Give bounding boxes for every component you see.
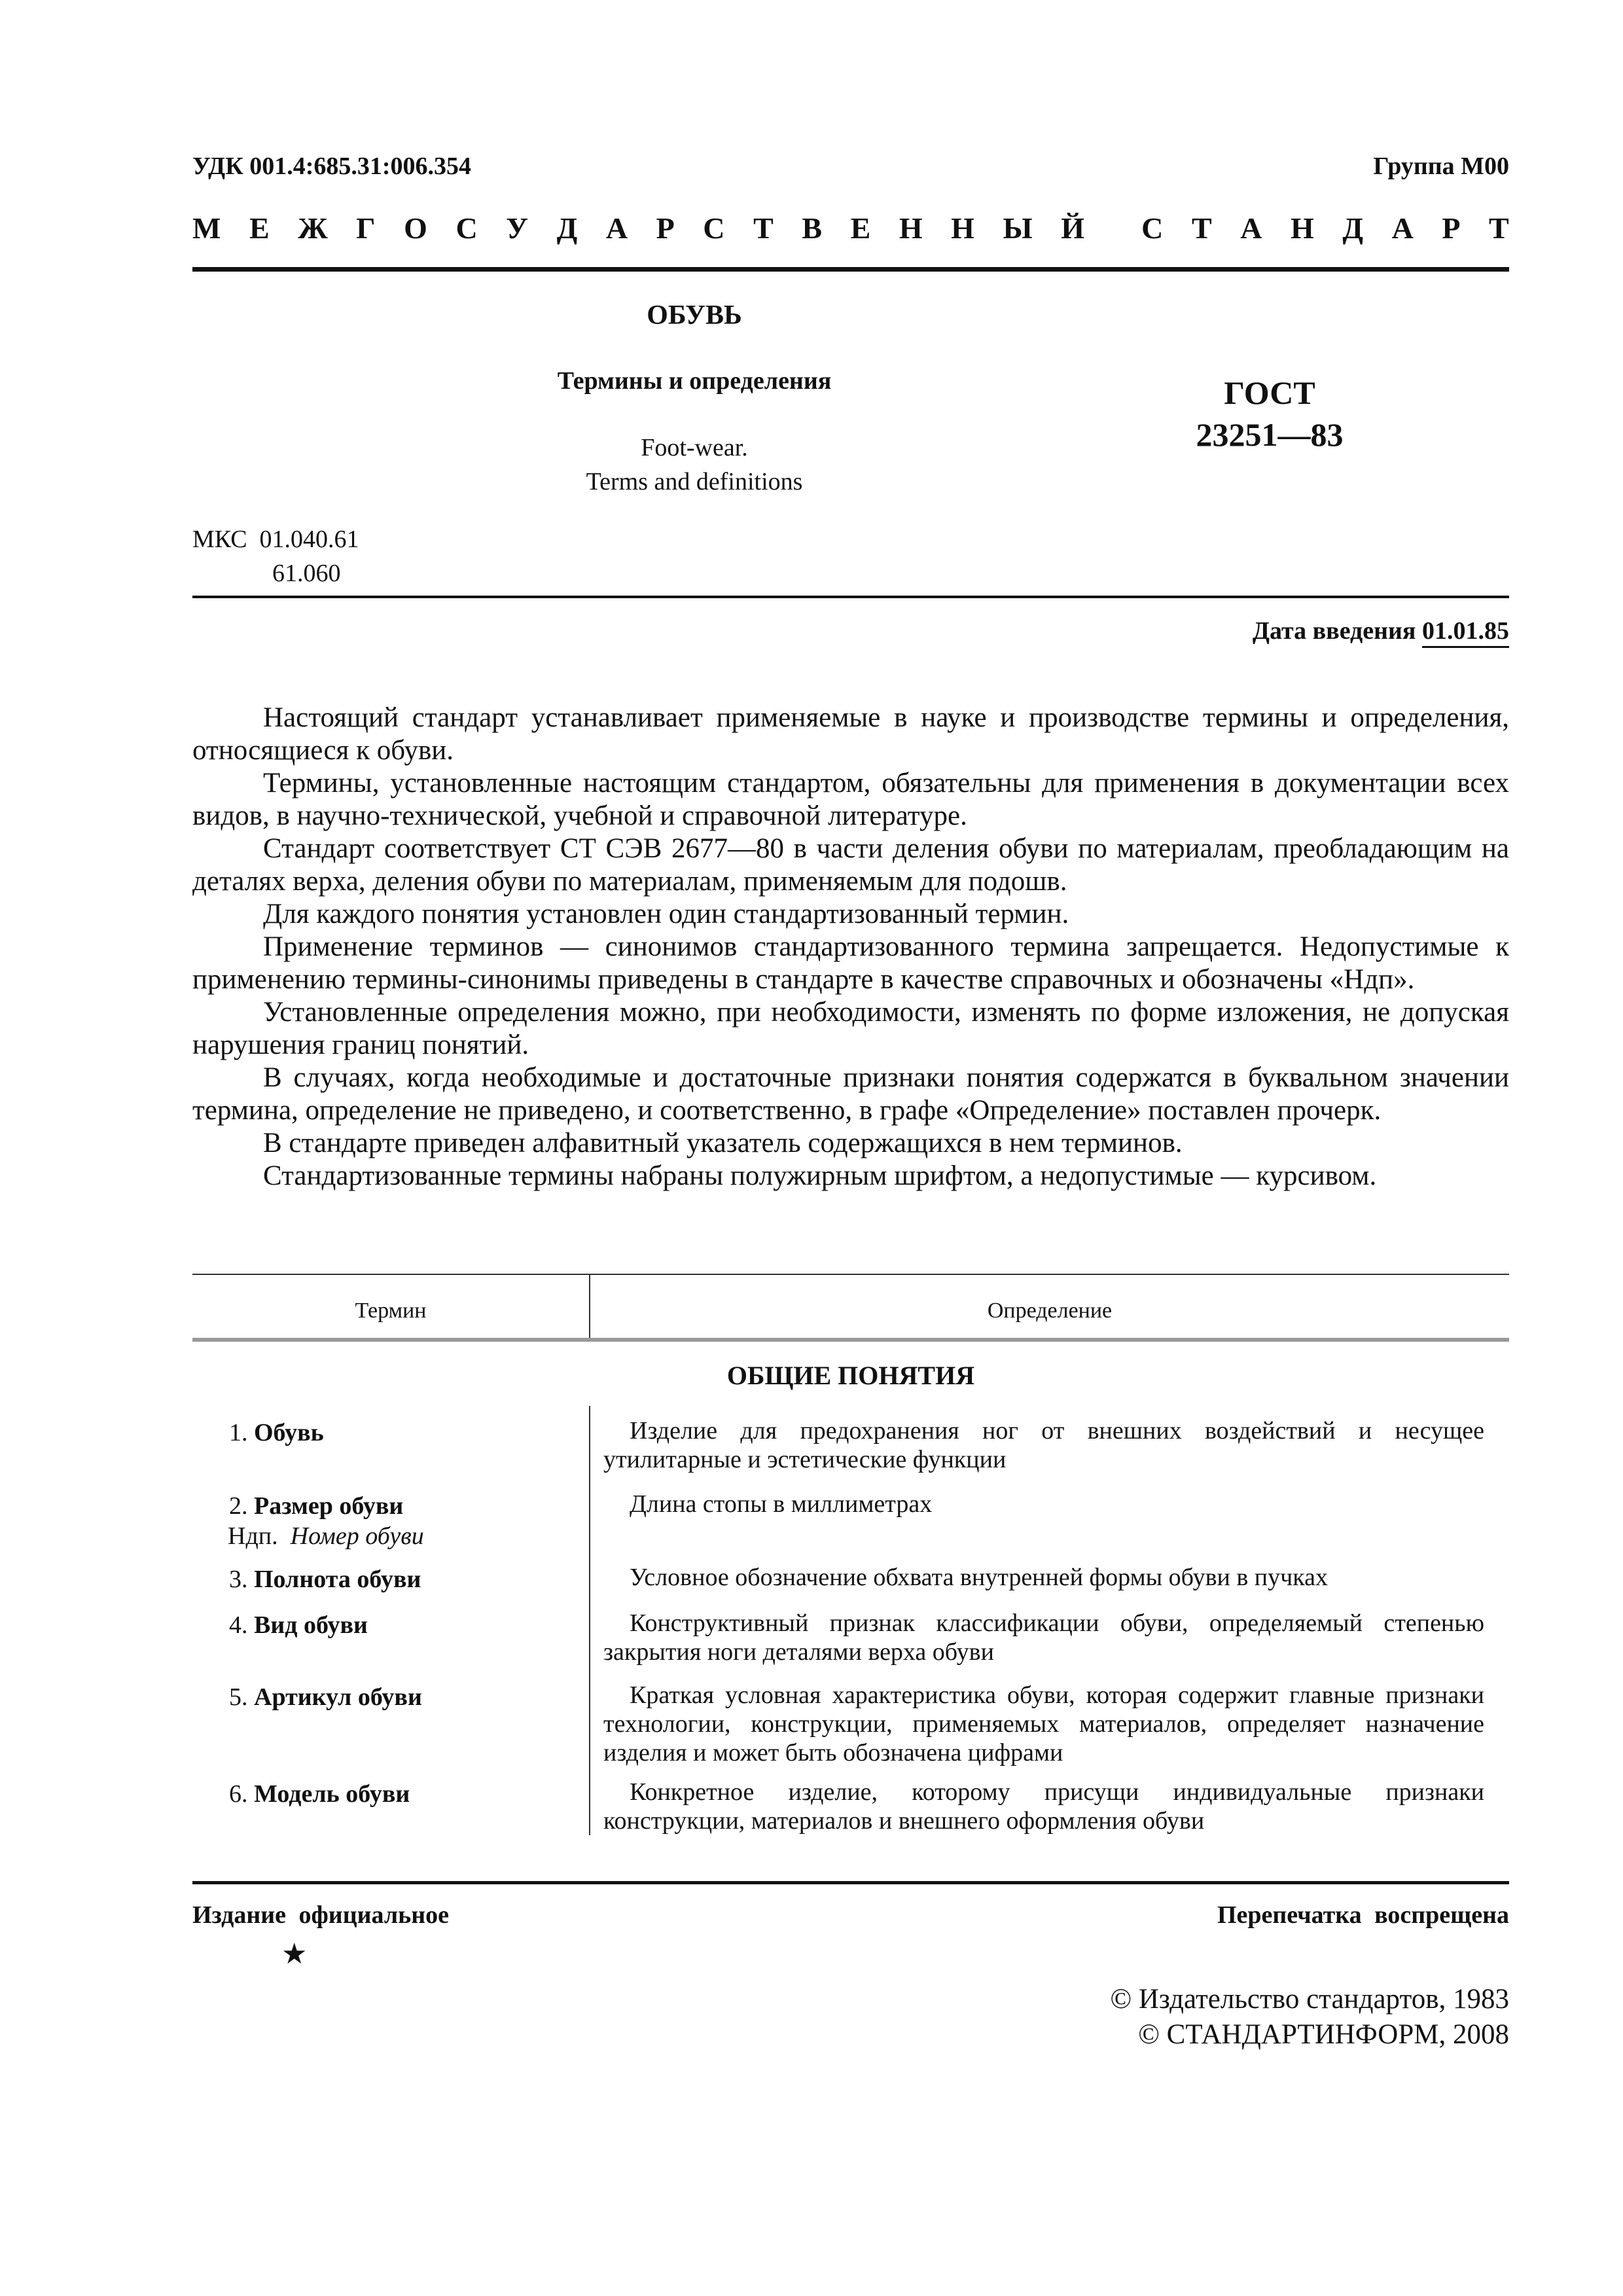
- copyright: [1110, 1982, 1509, 2053]
- heading-letter: Е: [249, 211, 270, 245]
- table-header-rule: [192, 1338, 1509, 1342]
- table-row-definition: Условное обозначение обхвата внутренней формы обуви в пучках: [630, 1564, 1328, 1591]
- intro-paragraph: Применение терминов — синонимов стандартизованного термина запрещается. Недопустимые к применению термины-синонимы приведены в стандарте в качестве справочных и обозначены «Ндп».: [192, 931, 1509, 995]
- intro-paragraph: Стандартизованные термины набраны полужирным шрифтом, а недопустимые — курсивом.: [263, 1160, 1377, 1191]
- heading-letter: Р: [1442, 211, 1461, 245]
- heading-letter: Н: [899, 211, 923, 245]
- term-number: 2.: [229, 1492, 248, 1520]
- heading-letter: Д: [556, 211, 578, 245]
- term-number: 3.: [229, 1566, 248, 1593]
- term-name: Вид обуви: [254, 1611, 368, 1639]
- heading-letter: С: [455, 211, 478, 245]
- ndp-term: Номер обуви: [290, 1522, 424, 1550]
- section-heading: ОБЩИЕ ПОНЯТИЯ: [726, 1361, 975, 1390]
- footer-rule: [192, 1881, 1509, 1884]
- gost-label: ГОСТ: [1224, 374, 1315, 411]
- official-edition: Издание официальное: [192, 1901, 450, 1929]
- intro-text: [192, 702, 1509, 1193]
- mks-label: МКС: [192, 526, 247, 553]
- heading-letter: Д: [1342, 211, 1363, 245]
- english-title-line: Terms and definitions: [586, 468, 803, 495]
- intro-paragraph: Термины, установленные настоящим стандартом, обязательны для применения в документации всех видов, в научно-технической, учебной и справочной литературе.: [192, 768, 1509, 831]
- table-row-definition: Конструктивный признак классификации обуви, определяемый степенью закрытия ноги деталями верха обуви: [603, 1609, 1484, 1666]
- heading-letter: С: [703, 211, 725, 245]
- term-name: Полнота обуви: [254, 1566, 421, 1593]
- heading-letter: Г: [356, 211, 376, 245]
- table-top-rule: [192, 1274, 1509, 1275]
- table-row-term: [229, 1491, 425, 1551]
- term-number: 4.: [229, 1611, 248, 1639]
- term-name: Обувь: [254, 1419, 324, 1446]
- term-number: 1.: [229, 1419, 248, 1446]
- heading-letter: Ж: [298, 211, 328, 245]
- date-value: 01.01.85: [1422, 617, 1509, 648]
- term-name: Размер обуви: [254, 1492, 404, 1520]
- table-row-term: [229, 1418, 324, 1448]
- heading-letter: Т: [753, 211, 774, 245]
- heading-letter: Р: [656, 211, 675, 245]
- term-name: Артикул обуви: [254, 1683, 422, 1711]
- udk-code: УДК 001.4:685.31:006.354: [192, 152, 472, 180]
- heading-letter: В: [802, 211, 823, 245]
- english-title-line: Foot-wear.: [641, 434, 748, 461]
- table-row-term: [229, 1779, 410, 1809]
- title-rule: [192, 596, 1509, 598]
- table-row-term: [229, 1564, 421, 1594]
- table-row-definition: Краткая условная характеристика обуви, которая содержит главные признаки технологии, конструкции, применяемых материалов, определяет назначение изделия и может быть обозначена цифрами: [603, 1681, 1484, 1767]
- heading-letter: О: [404, 211, 427, 245]
- mks-codes: [192, 522, 359, 590]
- heading-letter: Н: [951, 211, 974, 245]
- document-subtitle: Термины и определения: [557, 367, 832, 395]
- heading-letter: Ы: [1003, 211, 1033, 245]
- intro-paragraph: В стандарте приведен алфавитный указатель содержащихся в нем терминов.: [263, 1128, 1183, 1158]
- english-title: [192, 431, 1196, 499]
- table-row-definition: Изделие для предохранения ног от внешних воздействий и несущее утилитарные и эстетические функции: [603, 1417, 1484, 1473]
- intro-paragraph: Для каждого понятия установлен один стандартизованный термин.: [263, 899, 1069, 929]
- intro-paragraph: Установленные определения можно, при необходимости, изменять по форме изложения, не допуская нарушения границ понятий.: [192, 997, 1509, 1060]
- table-row-definition: Конкретное изделие, которому присущи индивидуальные признаки конструкции, материалов и внешнего оформления обуви: [603, 1778, 1484, 1835]
- ndp-label: Ндп.: [228, 1522, 278, 1550]
- table-row-term: [229, 1610, 368, 1640]
- mks-code: 61.060: [272, 560, 341, 587]
- heading-letter: М: [192, 211, 221, 245]
- term-number: 6.: [229, 1780, 248, 1808]
- table-column-divider: [589, 1406, 590, 1835]
- heading-letter: А: [1240, 211, 1262, 245]
- heading-letter: А: [1391, 211, 1414, 245]
- document-title: ОБУВЬ: [647, 300, 742, 331]
- table-row-definition: Длина стопы в миллиметрах: [630, 1490, 933, 1518]
- mks-code: 01.040.61: [259, 526, 359, 553]
- gost-number: [1191, 372, 1348, 456]
- intro-paragraph: В случаях, когда необходимые и достаточные признаки понятия содержатся в буквальном значении термина, определение не приведено, и соответственно, в графе «Определение» поставлен прочерк.: [192, 1062, 1509, 1126]
- heading-letter: Т: [1191, 211, 1212, 245]
- term-name: Модель обуви: [254, 1780, 410, 1808]
- heading-letter: Н: [1291, 211, 1314, 245]
- intro-paragraph: Стандарт соответствует СТ СЭВ 2677—80 в части деления обуви по материалам, преобладающим на деталях верха, деления обуви по материалам, применяемым для подошв.: [192, 833, 1509, 897]
- heading-letter: Е: [850, 211, 871, 245]
- star-icon: ★: [281, 1938, 308, 1970]
- column-header-term: Термин: [355, 1299, 427, 1323]
- heading-letter: Т: [1489, 211, 1509, 245]
- gost-code: 23251—83: [1196, 416, 1344, 453]
- copyright-line: © СТАНДАРТИНФОРМ, 2008: [1138, 2019, 1509, 2050]
- column-header-definition: Определение: [987, 1299, 1113, 1323]
- heading-letter: У: [506, 211, 529, 245]
- table-row-term: [229, 1682, 422, 1712]
- group-code: Группа М00: [1373, 152, 1509, 180]
- deprecated-term: [228, 1521, 424, 1551]
- term-number: 5.: [229, 1683, 248, 1711]
- heading-letter: Й: [1061, 211, 1085, 245]
- intro-paragraph: Настоящий стандарт устанавливает применяемые в науке и производстве термины и определения, относящиеся к обуви.: [192, 702, 1509, 766]
- interstate-standard-heading: [192, 211, 1509, 245]
- header-rule: [192, 267, 1509, 272]
- introduction-date: [1253, 617, 1509, 645]
- copyright-line: © Издательство стандартов, 1983: [1110, 1984, 1509, 2015]
- heading-letter: А: [605, 211, 628, 245]
- date-label: Дата введения: [1252, 617, 1416, 645]
- reprint-prohibited: Перепечатка воспрещена: [1217, 1901, 1509, 1929]
- heading-letter: С: [1141, 211, 1164, 245]
